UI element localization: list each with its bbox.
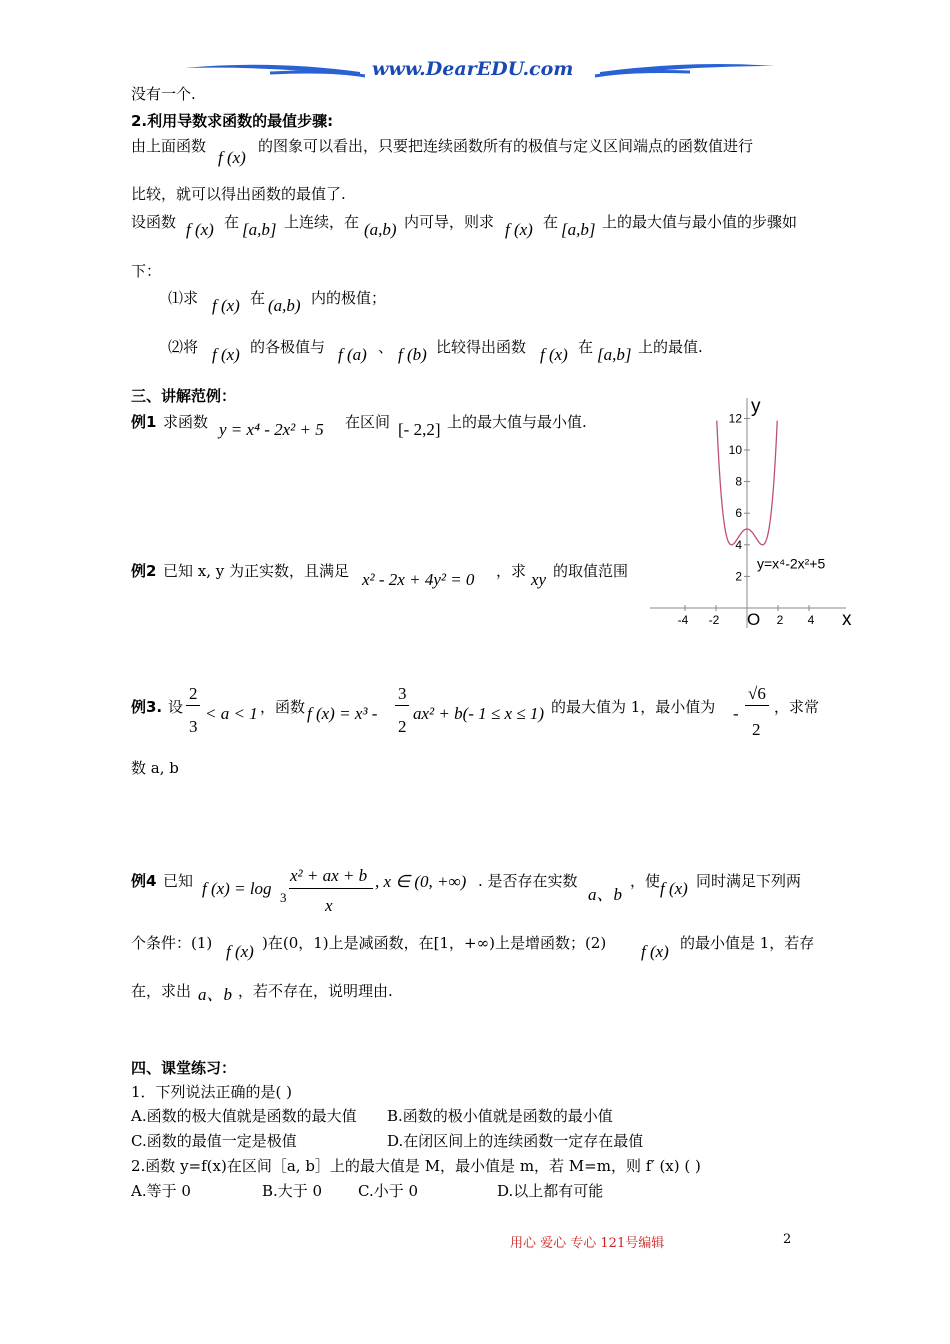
y-tick-label: 4 — [735, 537, 742, 552]
formula: f (x) — [212, 296, 240, 315]
para-text: 在 — [224, 213, 240, 231]
para-text: 在，求出 — [131, 982, 192, 1000]
para-text: ，使 — [630, 872, 661, 890]
formula: (a,b) — [268, 296, 301, 315]
para-text: 个条件：(1) — [131, 934, 213, 952]
page-number: 2 — [783, 1232, 792, 1247]
formula: (a,b) — [364, 220, 397, 239]
example-1-label: 例1 — [131, 413, 157, 431]
fraction-bar — [745, 705, 769, 706]
option-b: B.大于 0 — [262, 1182, 323, 1200]
formula: x² - 2x + 4y² = 0 — [362, 570, 475, 589]
para-text: 上的最大值与最小值. — [447, 413, 587, 431]
formula: f (x) — [186, 220, 214, 239]
fraction-denominator: 3 — [189, 717, 198, 736]
x-tick-label: -4 — [677, 613, 689, 627]
para-text: 比较，就可以得出函数的最值了. — [131, 185, 346, 203]
option-d: D.以上都有可能 — [497, 1182, 604, 1200]
section-3-title: 三、讲解范例： — [131, 387, 237, 405]
para-text: 比较得出函数 — [436, 338, 527, 356]
para-text: 设 — [168, 698, 184, 716]
logo-text: www.DearEDU.com — [372, 58, 574, 80]
log-base: 3 — [280, 890, 287, 905]
formula: ax² + b(- 1 ≤ x ≤ 1) — [413, 704, 545, 723]
para-text: 、 — [378, 338, 394, 356]
formula: f (b) — [398, 345, 427, 364]
para-text: )在(0，1)上是减函数，在[1，+∞)上是增函数；(2) — [262, 934, 607, 952]
question-2: 2.函数 y=f(x)在区间［a, b］上的最大值是 M，最小值是 m，若 M=m，则 f′ (x) ( ) — [131, 1157, 701, 1175]
fraction-bar — [289, 888, 373, 889]
formula: , x ∈ (0, +∞) — [375, 872, 467, 891]
option-c: C.小于 0 — [358, 1182, 419, 1200]
formula: [a,b] — [597, 345, 632, 364]
formula: f (a) — [338, 345, 367, 364]
y-tick-label: 2 — [735, 569, 742, 584]
header-logo — [180, 56, 780, 88]
para-text: 内的极值； — [311, 289, 387, 307]
formula: f (x) = log — [202, 879, 272, 898]
para-text: 由上面函数 — [131, 137, 207, 155]
intro-line: 没有一个. — [131, 85, 196, 103]
y-tick-label: 6 — [735, 506, 742, 521]
formula: f (x) — [641, 942, 669, 961]
curve-label: y=x⁴-2x²+5 — [757, 555, 826, 572]
formula: f (x) — [212, 345, 240, 364]
fraction-denominator: x — [325, 896, 333, 915]
formula: f (x) — [660, 879, 688, 898]
formula: < a < 1 — [205, 704, 258, 723]
formula: xy — [531, 570, 547, 589]
option-a: A.函数的极大值就是函数的最大值 — [131, 1107, 357, 1125]
fraction-bar — [186, 705, 200, 706]
x-tick-label: -2 — [708, 613, 720, 627]
y-axis-label: y — [751, 396, 761, 417]
formula: f (x) — [540, 345, 568, 364]
fraction-bar — [395, 705, 409, 706]
footer-text: 用心 爱心 专心 121号编辑 — [510, 1236, 665, 1251]
formula: - — [733, 704, 739, 723]
formula: a、b — [198, 985, 232, 1004]
para-text: 数 a, b — [131, 759, 179, 777]
fraction-numerator: x² + ax + b — [290, 866, 368, 885]
para-text: 同时满足下列两 — [696, 872, 802, 890]
graph-ticks — [678, 411, 815, 627]
para-text: 上的最值. — [638, 338, 703, 356]
formula: y = x⁴ - 2x² + 5 — [219, 420, 324, 439]
steps-heading: 2.利用导数求函数的最值步骤: — [131, 112, 334, 130]
para-text: 已知 x, y 为正实数，且满足 — [163, 562, 350, 580]
x-axis-label: x — [842, 609, 852, 630]
para-text: 在 — [578, 338, 594, 356]
formula: [a,b] — [242, 220, 277, 239]
para-text: 在 — [543, 213, 559, 231]
para-text: 设函数 — [131, 213, 177, 231]
para-text: ，函数 — [260, 698, 306, 716]
para-text: . 是否存在实数 — [478, 872, 578, 890]
para-text: 内可导，则求 — [404, 213, 495, 231]
para-text: 的最小值是 1，若存 — [680, 934, 815, 952]
para-text: 下： — [131, 262, 162, 280]
step-1: ⑴求 — [168, 289, 199, 307]
x-tick-label: 2 — [776, 613, 784, 627]
function-graph — [648, 392, 850, 632]
y-tick-label: 8 — [735, 474, 742, 489]
formula: f (x) = x³ - — [307, 704, 378, 723]
formula: a、b — [588, 885, 622, 904]
para-text: 在 — [250, 289, 266, 307]
para-text: ，若不存在，说明理由. — [238, 982, 393, 1000]
para-text: 的各极值与 — [250, 338, 326, 356]
origin-label: O — [747, 610, 761, 629]
formula: f (x) — [226, 942, 254, 961]
para-text: 在区间 — [345, 413, 391, 431]
example-3-label: 例3. — [131, 698, 163, 716]
para-text: ，求常 — [774, 698, 820, 716]
y-tick-label: 10 — [728, 443, 742, 457]
section-4-title: 四、课堂练习： — [131, 1059, 237, 1077]
x-tick-label: 4 — [807, 613, 815, 627]
example-4-label: 例4 — [131, 872, 157, 890]
formula: [a,b] — [561, 220, 596, 239]
para-text: 上连续，在 — [284, 213, 360, 231]
formula: [- 2,2] — [398, 420, 441, 439]
para-text: ，求 — [496, 562, 527, 580]
formula: f (x) — [218, 148, 246, 167]
fraction-numerator: 2 — [189, 684, 198, 703]
para-text: 上的最大值与最小值的步骤如 — [602, 213, 798, 231]
formula: f (x) — [505, 220, 533, 239]
para-text: 的取值范围 — [553, 562, 629, 580]
example-2-label: 例2 — [131, 562, 157, 580]
fraction-denominator: 2 — [752, 720, 761, 739]
y-tick-label: 12 — [728, 411, 742, 426]
option-c: C.函数的最值一定是极值 — [131, 1132, 297, 1150]
option-b: B.函数的极小值就是函数的最小值 — [387, 1107, 613, 1125]
para-text: 求函数 — [163, 413, 209, 431]
question-1: 1．下列说法正确的是( ) — [131, 1083, 293, 1101]
step-2: ⑵将 — [168, 338, 199, 356]
para-text: 的最大值为 1，最小值为 — [551, 698, 716, 716]
para-text: 的图象可以看出，只要把连续函数所有的极值与定义区间端点的函数值进行 — [258, 137, 754, 155]
option-d: D.在闭区间上的连续函数一定存在最值 — [387, 1132, 644, 1150]
fraction-denominator: 2 — [398, 717, 407, 736]
para-text: 已知 — [163, 872, 194, 890]
fraction-numerator: 3 — [398, 684, 407, 703]
fraction-numerator: √6 — [748, 684, 766, 703]
option-a: A.等于 0 — [131, 1182, 191, 1200]
